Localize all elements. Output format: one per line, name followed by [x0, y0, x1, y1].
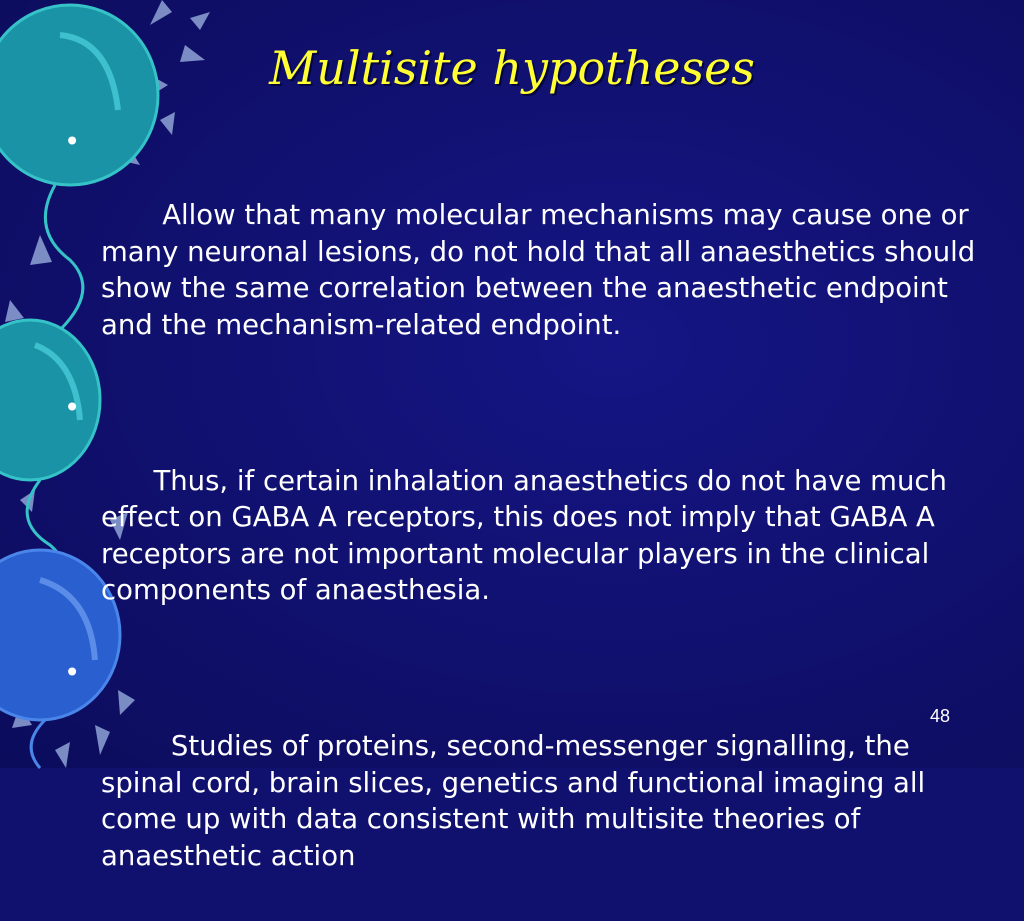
confetti-shape [5, 300, 24, 322]
bullet-text: Studies of proteins, second-messenger signalling, the spinal cord, brain slices, genetics and functional imaging all come up with data consistent with multisite theories of anaesthetic action [101, 730, 934, 872]
bullet-item [64, 124, 984, 380]
page-number: 48 [930, 706, 951, 726]
confetti-shape [150, 0, 172, 25]
bullet-text: Thus, if certain inhalation anaesthetics do not have much effect on GABA A receptors, this does not imply that GABA A receptors are not important molecular players in the clinical components of anaesthesia. [101, 464, 956, 606]
slide-title: Multisite hypotheses [269, 41, 755, 95]
bullet-marker: • [64, 657, 81, 689]
confetti-shape [190, 12, 210, 30]
bullet-list [64, 124, 984, 921]
bullet-text: Allow that many molecular mechanisms may cause one or many neuronal lesions, do not hold that all anaesthetics should show the same correlation between the anaesthetic endpoint and the mechanism-related endpoint. [101, 199, 984, 341]
bullet-item [64, 390, 984, 646]
bullet-marker: • [64, 391, 81, 424]
bullet-item [64, 655, 984, 911]
confetti-shape [30, 235, 52, 265]
bullet-marker: • [64, 126, 81, 158]
